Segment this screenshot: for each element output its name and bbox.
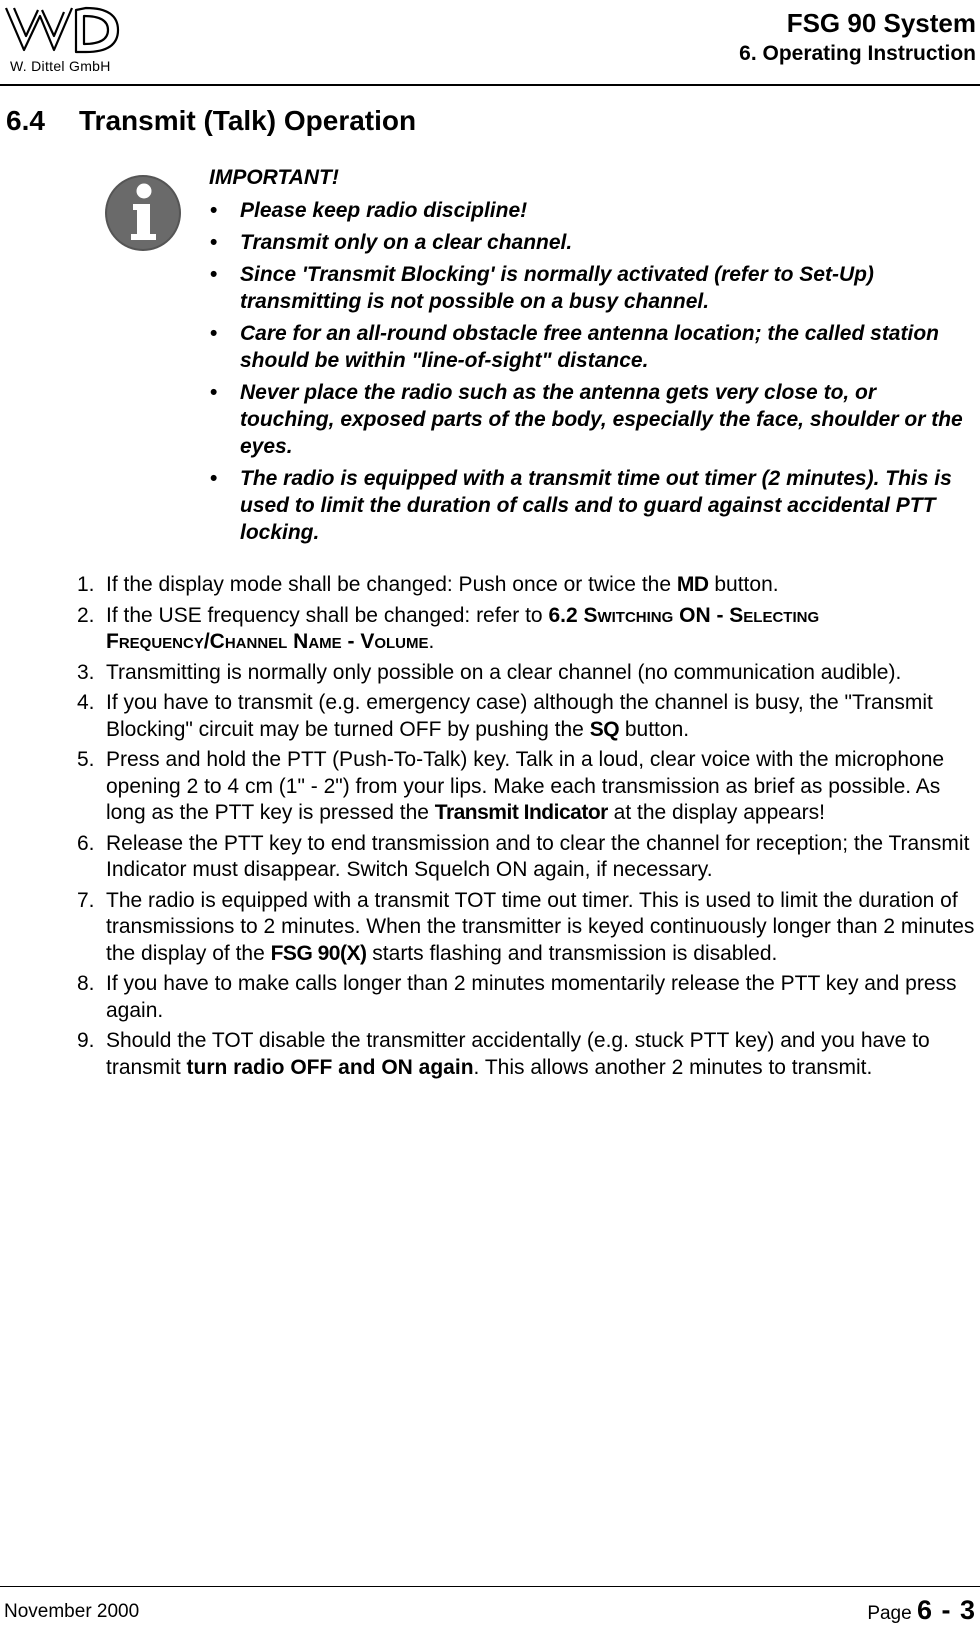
important-notice xyxy=(209,164,969,551)
step-item: 7. The radio is equipped with a transmit TOT time out timer. This is used to limit the duration of transmissions to 2 minutes. When the transmitter is keyed continuously longer than 2 minutes the display of the FSG 90(X) starts flashing and transmission is disabled. xyxy=(77,888,975,965)
step-item: 9. Should the TOT disable the transmitter accidentally (e.g. stuck PTT key) and you have to transmit turn radio OFF and ON again. This allows another 2 minutes to transmit. xyxy=(77,1029,930,1079)
section-reference: 6.2 Switching ON - Selecting Frequency/Channel Name - Volume xyxy=(106,603,820,653)
list-item: • Care for an all-round obstacle free antenna location; the called station should be within "line-of-sight" distance. xyxy=(210,322,939,372)
step-item: 8. If you have to make calls longer than 2 minutes momentarily release the PTT key and press again. xyxy=(77,972,957,1022)
footer-page xyxy=(867,1595,976,1626)
sq-key-label: SQ xyxy=(589,717,620,741)
document-title: FSG 90 System xyxy=(786,8,976,38)
important-list xyxy=(209,197,969,546)
footer-date: November 2000 xyxy=(4,1601,140,1622)
chapter-title: 6. Operating Instruction xyxy=(739,42,976,65)
info-icon xyxy=(104,174,182,252)
page-number: 6 - 3 xyxy=(916,1595,976,1625)
header-divider xyxy=(0,84,980,86)
step-item: 3. Transmitting is normally only possible on a clear channel (no communication audible). xyxy=(77,660,902,684)
model-name: FSG 90(X) xyxy=(270,941,367,965)
wd-logo-mark xyxy=(2,2,122,62)
page-header xyxy=(0,0,980,86)
header-titles xyxy=(739,6,976,68)
list-item: • Please keep radio discipline! xyxy=(210,199,528,222)
important-title: IMPORTANT! xyxy=(209,166,339,189)
emphasis-text: turn radio OFF and ON again xyxy=(186,1055,474,1079)
bullet-icon: • xyxy=(210,263,218,286)
company-logo xyxy=(2,2,122,76)
bullet-icon: • xyxy=(210,381,218,404)
list-item: • The radio is equipped with a transmit time out timer (2 minutes). This is used to limit the duration of calls and to guard against accidental PTT locking. xyxy=(210,467,952,544)
section-heading xyxy=(6,103,416,139)
step-item: 2. If the USE frequency shall be changed: refer to 6.2 Switching ON - Selecting Frequency/Channel Name - Volume. xyxy=(77,603,820,653)
bullet-icon: • xyxy=(210,467,218,490)
list-item: • Transmit only on a clear channel. xyxy=(210,231,573,254)
step-item: 6. Release the PTT key to end transmission and to clear the channel for reception; the Transmit Indicator must disappear. Switch Squelch ON again, if necessary. xyxy=(77,831,970,881)
bullet-icon: • xyxy=(210,322,218,345)
footer-divider xyxy=(0,1586,980,1587)
step-item: 4. If you have to transmit (e.g. emergency case) although the channel is busy, the "Transmit Blocking" circuit may be turned OFF by pushing the SQ button. xyxy=(77,691,933,741)
page-label: Page xyxy=(867,1603,912,1624)
logo-text: W. Dittel GmbH xyxy=(10,58,111,74)
step-item: 5. Press and hold the PTT (Push-To-Talk) key. Talk in a loud, clear voice with the microphone opening 2 to 4 cm (1" - 2") from your lips. Make each transmission as brief as possible. As long as the PTT key is pressed the Transmit Indicator at the display appears! xyxy=(77,748,945,824)
transmit-indicator-label: Transmit Indicator xyxy=(434,801,608,824)
list-item: • Since 'Transmit Blocking' is normally activated (refer to Set-Up) transmitting is not possible on a busy channel. xyxy=(210,263,874,313)
md-key-label: MD xyxy=(676,573,709,596)
step-item: 1. If the display mode shall be changed: Push once or twice the MD button. xyxy=(77,573,779,596)
list-item: • Never place the radio such as the antenna gets very close to, or touching, exposed parts of the body, especially the face, shoulder or the eyes. xyxy=(210,381,963,458)
section-number: 6.4 xyxy=(6,105,45,136)
instruction-steps xyxy=(77,572,977,1085)
bullet-icon: • xyxy=(210,231,218,254)
bullet-icon: • xyxy=(210,199,218,222)
section-title: Transmit (Talk) Operation xyxy=(79,105,417,136)
